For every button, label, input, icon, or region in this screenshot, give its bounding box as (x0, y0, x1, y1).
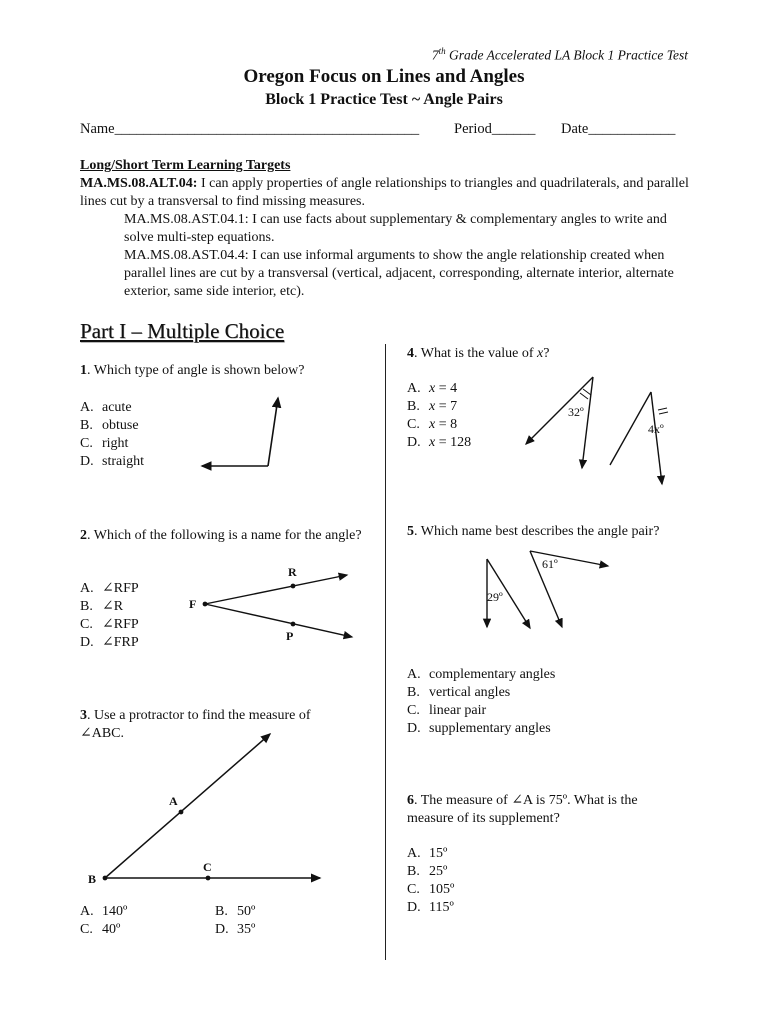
option-text: = 8 (435, 417, 458, 432)
question-6-text: . The measure of ∠A is 75º. What is the measure of its supplement? (407, 793, 638, 826)
option-q4-b[interactable] (407, 398, 471, 416)
option-variable: x (429, 399, 436, 414)
option-q5-b[interactable] (407, 684, 555, 702)
q3-ray-ba (105, 734, 270, 878)
question-3-options-col1 (80, 903, 127, 939)
target-sub-1: MA.MS.08.AST.04.1: I can use facts about supplementary & complementary angles to write and solve multi-step equations. (124, 212, 667, 245)
option-q6-d[interactable] (407, 899, 454, 917)
q2-point-r (291, 584, 296, 589)
option-text: obtuse (102, 418, 139, 433)
option-text: 105º (429, 882, 455, 897)
q2-ray-fr (205, 575, 347, 604)
name-field[interactable]: Name__________________________________________ (80, 121, 420, 137)
question-2-number: 2 (80, 528, 87, 543)
option-text: supplementary angles (429, 721, 551, 736)
question-3-number: 3 (80, 708, 87, 723)
question-4-number: 4 (407, 346, 414, 361)
option-text: 15º (429, 846, 448, 861)
q4-tick-1a (580, 393, 588, 399)
q3-point-b (103, 876, 108, 881)
question-4-text-pre: . What is the value of (414, 346, 537, 361)
q4-tick-2a (658, 408, 667, 410)
option-q3-b[interactable] (215, 903, 255, 921)
option-letter: A. (80, 904, 94, 919)
date-field[interactable]: Date____________ (561, 121, 676, 137)
option-letter: B. (215, 904, 228, 919)
q4-angle2-ray-down (651, 392, 662, 484)
q3-label-b: B (88, 872, 97, 886)
option-letter: B. (407, 399, 420, 414)
option-letter: D. (80, 454, 94, 469)
question-4-text-post: ? (543, 346, 550, 361)
period-field[interactable]: Period______ (454, 121, 536, 137)
option-q6-b[interactable] (407, 863, 454, 881)
option-text: straight (102, 454, 144, 469)
q2-ray-fp (205, 604, 352, 637)
option-q2-d[interactable] (80, 634, 139, 652)
q2-label-p: P (286, 629, 294, 643)
q4-label-angle2: 4xº (648, 422, 664, 436)
q3-point-a (179, 810, 184, 815)
option-letter: B. (80, 418, 93, 433)
option-q3-c[interactable] (80, 921, 127, 939)
target-sub-2: MA.MS.08.AST.04.4: I can use informal arguments to show the angle relationship created when parallel lines are cut by a transversal (vertical, adjacent, corresponding, alternate interior, alternate exterior, same side interior, etc). (124, 248, 674, 299)
q2-label-f: F (189, 597, 197, 611)
question-4 (407, 345, 697, 363)
q4-label-angle1: 32º (568, 405, 584, 419)
option-q5-d[interactable] (407, 720, 555, 738)
option-q4-c[interactable] (407, 416, 471, 434)
question-1-text: . Which type of angle is shown below? (87, 363, 305, 378)
q1-ray-up (268, 398, 278, 466)
option-q2-b[interactable] (80, 598, 139, 616)
option-letter: A. (407, 381, 421, 396)
question-3-text: . Use a protractor to find the measure of ∠ABC. (80, 708, 311, 741)
targets-heading: Long/Short Term Learning Targets (80, 158, 291, 173)
option-text: linear pair (429, 703, 487, 718)
q5-label-angle1: 29º (487, 590, 503, 604)
option-letter: B. (407, 685, 420, 700)
q3-label-a: A (169, 794, 178, 808)
option-text: 140º (102, 904, 128, 919)
option-text: ∠FRP (102, 635, 139, 650)
option-letter: A. (407, 667, 421, 682)
question-6 (407, 792, 687, 828)
course-grade-suffix: th (438, 46, 446, 56)
option-letter: C. (80, 922, 93, 937)
option-q3-d[interactable] (215, 921, 255, 939)
option-text: vertical angles (429, 685, 511, 700)
option-variable: x (429, 435, 436, 450)
option-letter: B. (407, 864, 420, 879)
q4-angle2-left-side (610, 392, 651, 465)
option-letter: C. (407, 417, 420, 432)
option-letter: D. (80, 635, 94, 650)
option-text: 25º (429, 864, 448, 879)
option-q6-c[interactable] (407, 881, 454, 899)
option-q5-c[interactable] (407, 702, 555, 720)
question-5 (407, 523, 697, 541)
option-letter: A. (80, 581, 94, 596)
option-q3-a[interactable] (80, 903, 127, 921)
question-2-options (80, 580, 139, 652)
option-q6-a[interactable] (407, 845, 454, 863)
course-name: Grade Accelerated LA Block 1 Practice Test (445, 47, 688, 63)
option-letter: B. (80, 599, 93, 614)
option-text: 50º (237, 904, 256, 919)
option-letter: A. (407, 846, 421, 861)
course-grade: 7 (431, 47, 439, 63)
part-title: Part I – Multiple Choice (80, 319, 285, 343)
option-q2-a[interactable] (80, 580, 139, 598)
question-6-number: 6 (407, 793, 414, 808)
option-letter: D. (407, 721, 421, 736)
question-4-options (407, 380, 471, 452)
question-1-number: 1 (80, 363, 87, 378)
option-letter: C. (80, 436, 93, 451)
question-6-options (407, 845, 454, 917)
option-text: = 7 (435, 399, 458, 414)
question-3-options-col2 (215, 903, 255, 939)
option-text: ∠RFP (102, 617, 139, 632)
question-3 (80, 707, 350, 743)
question-2 (80, 527, 370, 545)
option-q4-a[interactable] (407, 380, 471, 398)
q4-angle1-ray-down (582, 377, 593, 468)
q2-label-r: R (288, 565, 297, 579)
option-text: ∠RFP (102, 581, 139, 596)
option-variable: x (429, 417, 436, 432)
option-variable: x (429, 381, 436, 396)
option-q4-d[interactable] (407, 434, 471, 452)
option-letter: D. (215, 922, 229, 937)
option-q2-c[interactable] (80, 616, 139, 634)
target-main-code: MA.MS.08.ALT.04: (80, 176, 198, 191)
option-letter: A. (80, 400, 94, 415)
option-q5-a[interactable] (407, 666, 555, 684)
option-text: 40º (102, 922, 121, 937)
option-letter: C. (407, 882, 420, 897)
q4-tick-1b (583, 389, 591, 395)
q2-point-p (291, 622, 296, 627)
question-2-text: . Which of the following is a name for the angle? (87, 528, 362, 543)
option-text: acute (102, 400, 132, 415)
option-letter: C. (80, 617, 93, 632)
option-text: right (102, 436, 129, 451)
page-subtitle: Block 1 Practice Test ~ Angle Pairs (265, 91, 503, 108)
option-letter: C. (407, 703, 420, 718)
option-letter: D. (407, 435, 421, 450)
option-text: complementary angles (429, 667, 556, 682)
option-text: ∠R (102, 599, 124, 614)
q2-point-f (203, 602, 208, 607)
option-text: = 4 (435, 381, 458, 396)
option-text: = 128 (435, 435, 472, 450)
question-5-options (407, 666, 555, 738)
target-main-text: I can apply properties of angle relationships to triangles and quadrilaterals, and parallel lines cut by a transversal to find missing measures. (80, 176, 689, 209)
page-title: Oregon Focus on Lines and Angles (243, 66, 525, 87)
q4-tick-2b (659, 412, 668, 414)
option-letter: D. (407, 900, 421, 915)
option-text: 35º (237, 922, 256, 937)
q3-label-c: C (203, 860, 212, 874)
q5-label-angle2: 61º (542, 557, 558, 571)
question-5-text: . Which name best describes the angle pair? (414, 524, 660, 539)
q3-point-c (206, 876, 211, 881)
question-4-variable: x (537, 346, 544, 361)
option-text: 115º (429, 900, 454, 915)
question-5-number: 5 (407, 524, 414, 539)
